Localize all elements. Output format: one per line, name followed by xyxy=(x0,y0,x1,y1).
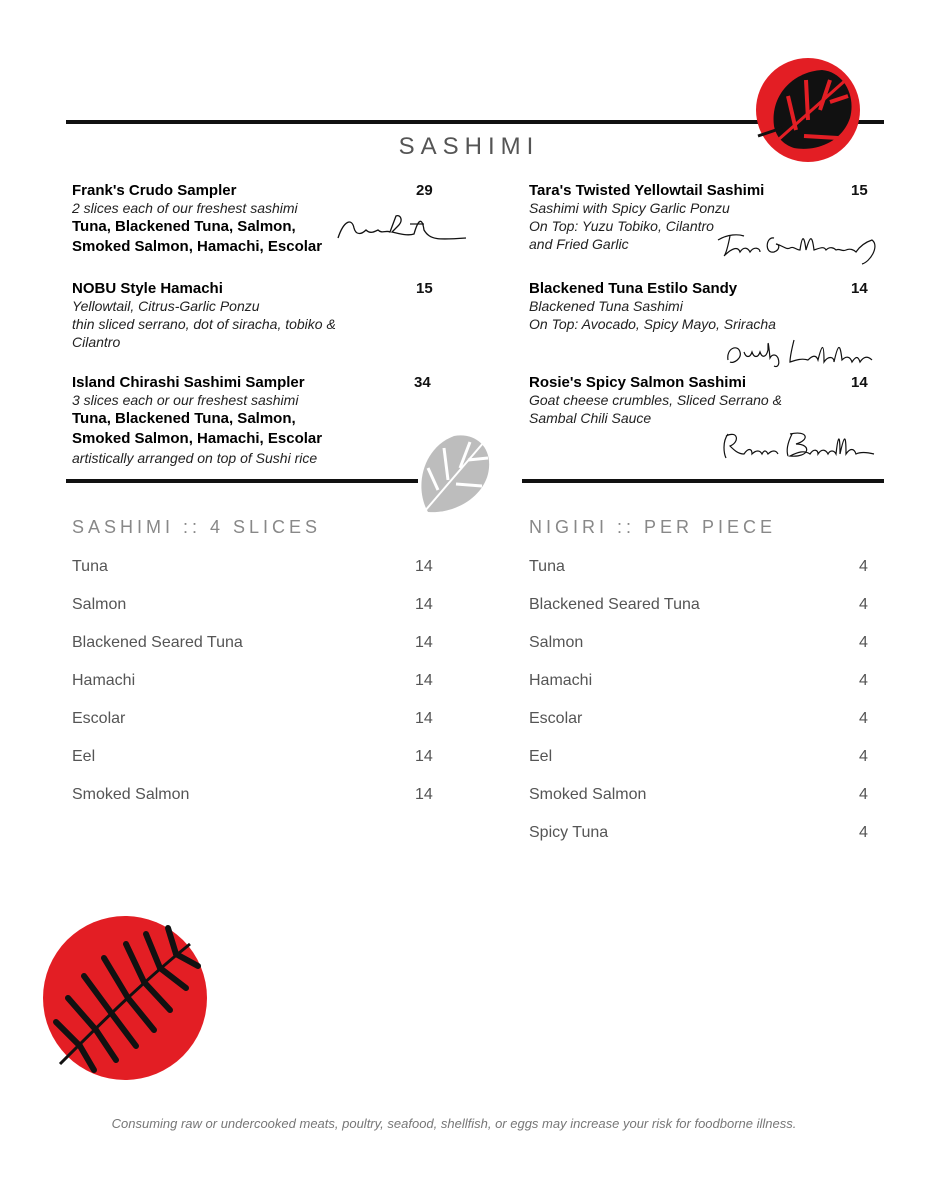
item-name: Spicy Tuna xyxy=(529,824,609,841)
item-name: Smoked Salmon xyxy=(529,786,647,803)
item-name: Escolar xyxy=(529,710,583,727)
item-name: Escolar xyxy=(72,710,126,727)
item-name: Blackened Seared Tuna xyxy=(72,634,243,651)
item-name: Tuna xyxy=(72,558,108,575)
palm-leaf-icon xyxy=(40,914,210,1082)
item-price: 4 xyxy=(859,786,868,803)
special-desc: Yellowtail, Citrus-Garlic Ponzu xyxy=(72,298,260,314)
item-price: 4 xyxy=(859,558,868,575)
item-price: 4 xyxy=(859,710,868,727)
nigiri-row xyxy=(529,596,872,616)
special-desc: On Top: Avocado, Spicy Mayo, Sriracha xyxy=(529,316,776,332)
item-name: Eel xyxy=(72,748,96,765)
item-name: Smoked Salmon xyxy=(72,786,190,803)
nigiri-row xyxy=(529,710,872,730)
sashimi-row xyxy=(72,786,434,806)
item-name: Hamachi xyxy=(72,672,136,689)
nigiri-row xyxy=(529,558,872,578)
special-desc: Blackened Tuna Sashimi xyxy=(529,298,683,314)
sashimi-row xyxy=(72,710,434,730)
item-name: Salmon xyxy=(529,634,584,651)
nigiri-row xyxy=(529,824,872,844)
special-name: Island Chirashi Sashimi Sampler xyxy=(72,374,305,391)
divider-right xyxy=(522,479,884,483)
special-desc: Smoked Salmon, Hamachi, Escolar xyxy=(72,238,323,255)
item-price: 4 xyxy=(859,748,868,765)
item-price: 14 xyxy=(415,596,433,613)
nigiri-row xyxy=(529,748,872,768)
special-name: Rosie's Spicy Salmon Sashimi xyxy=(529,374,746,391)
item-price: 14 xyxy=(415,558,433,575)
special-desc: Tuna, Blackened Tuna, Salmon, xyxy=(72,410,296,427)
special-desc: artistically arranged on top of Sushi rice xyxy=(72,450,318,466)
special-desc: 2 slices each of our freshest sashimi xyxy=(72,200,298,216)
item-price: 4 xyxy=(859,824,868,841)
signature-frank xyxy=(334,210,470,246)
sashimi-row xyxy=(72,596,434,616)
special-desc: 3 slices each or our freshest sashimi xyxy=(72,392,299,408)
signature-text: Sandy LeBlanc xyxy=(724,334,731,335)
special-desc: Sashimi with Spicy Garlic Ponzu xyxy=(529,200,730,216)
special-price: 15 xyxy=(416,280,433,297)
nigiri-row xyxy=(529,672,872,692)
item-price: 14 xyxy=(415,786,433,803)
special-price: 29 xyxy=(416,182,433,199)
item-name: Salmon xyxy=(72,596,127,613)
sashimi-row xyxy=(72,672,434,692)
special-desc: Cilantro xyxy=(72,334,121,350)
footer-disclaimer: Consuming raw or undercooked meats, poultry, seafood, shellfish, or eggs may increase your risk for foodborne illness. xyxy=(111,1116,797,1131)
item-price: 14 xyxy=(415,634,433,651)
page-title: SASHIMI xyxy=(398,133,540,160)
sashimi-heading: SASHIMI :: 4 SLICES xyxy=(72,517,322,537)
special-name: Tara's Twisted Yellowtail Sashimi xyxy=(529,182,765,199)
item-price: 14 xyxy=(415,672,433,689)
watermark-leaf-icon xyxy=(410,428,506,516)
item-name: Hamachi xyxy=(529,672,593,689)
item-price: 4 xyxy=(859,672,868,689)
special-price: 14 xyxy=(851,374,868,391)
special-price: 14 xyxy=(851,280,868,297)
item-price: 14 xyxy=(415,710,433,727)
sashimi-row xyxy=(72,558,434,578)
signature-tara xyxy=(714,226,882,268)
item-price: 4 xyxy=(859,634,868,651)
signature-text: Tara Gallaspy xyxy=(714,226,721,227)
item-name: Blackened Seared Tuna xyxy=(529,596,700,613)
special-desc: Sambal Chili Sauce xyxy=(529,410,652,426)
item-price: 14 xyxy=(415,748,433,765)
item-name: Eel xyxy=(529,748,553,765)
special-desc: thin sliced serrano, dot of siracha, tobiko & xyxy=(72,316,336,332)
sashimi-row xyxy=(72,748,434,768)
divider-left xyxy=(66,479,418,483)
nigiri-row xyxy=(529,634,872,654)
special-desc: On Top: Yuzu Tobiko, Cilantro xyxy=(529,218,714,234)
special-name: NOBU Style Hamachi xyxy=(72,280,223,297)
signature-text: Rosie Bonilla xyxy=(718,424,724,425)
special-desc: Tuna, Blackened Tuna, Salmon, xyxy=(72,218,296,235)
special-item xyxy=(529,280,872,333)
special-item xyxy=(72,374,437,467)
special-desc: Smoked Salmon, Hamachi, Escolar xyxy=(72,430,323,447)
special-item xyxy=(529,374,872,427)
nigiri-heading: NIGIRI :: PER PIECE xyxy=(529,517,777,537)
special-desc: Goat cheese crumbles, Sliced Serrano & xyxy=(529,392,782,408)
special-desc: and Fried Garlic xyxy=(529,236,629,252)
signature-sandy xyxy=(724,334,876,368)
nigiri-row xyxy=(529,786,872,806)
sashimi-row xyxy=(72,634,434,654)
special-item xyxy=(72,280,437,351)
item-price: 4 xyxy=(859,596,868,613)
signature-rosie xyxy=(718,424,878,464)
signature-text: Frank R xyxy=(334,210,338,211)
special-price: 34 xyxy=(414,374,431,391)
special-name: Frank's Crudo Sampler xyxy=(72,182,237,199)
item-name: Tuna xyxy=(529,558,565,575)
special-name: Blackened Tuna Estilo Sandy xyxy=(529,280,738,297)
special-price: 15 xyxy=(851,182,868,199)
